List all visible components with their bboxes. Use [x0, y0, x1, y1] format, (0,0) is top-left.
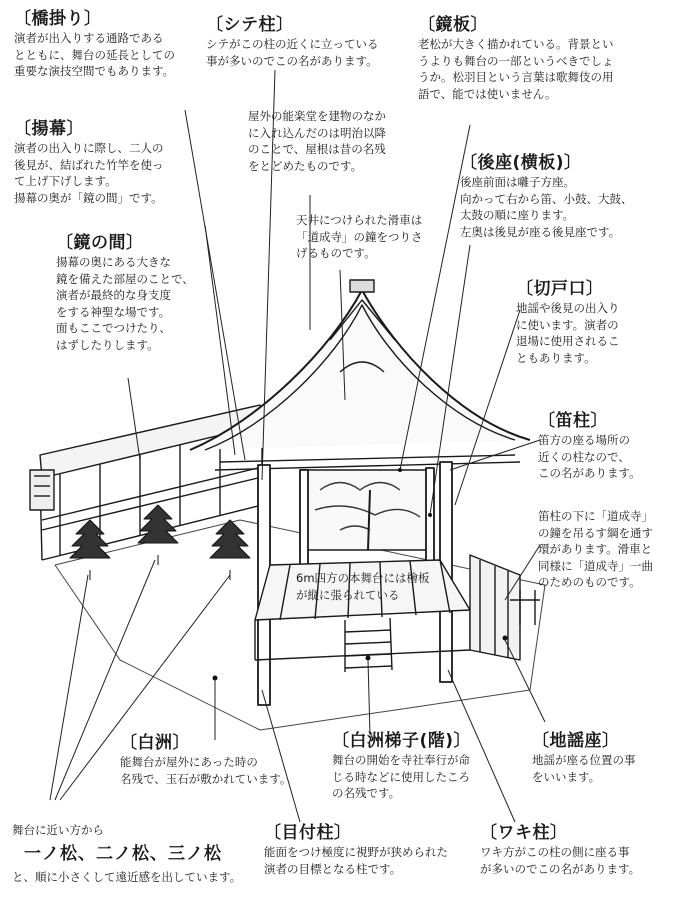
text-line: が多いのでこの名があります。: [480, 861, 641, 876]
text-line: 事が多いのでこの名があります。: [206, 53, 378, 68]
label-metsukebashira: [264, 822, 448, 877]
text-line: の名残です。: [332, 786, 401, 800]
label-kiridoguchi: [516, 278, 620, 366]
text-line: 演者が出入りする通路である: [14, 31, 164, 45]
text-line: 天井につけられた滑車は: [296, 213, 423, 227]
text-line: ともあります。: [516, 350, 596, 365]
label-agemaku: [14, 118, 164, 206]
text-line: 地謡や後見の出入り: [516, 301, 620, 315]
label-wakibashira: [480, 822, 640, 877]
label-kan: [538, 508, 653, 591]
text-line: とともに、舞台の延長としての: [14, 47, 175, 62]
text-line: をとどめたものです。: [248, 158, 363, 173]
text-line: 語で、能では使いません。: [418, 86, 557, 101]
label-butai: [296, 570, 430, 603]
text-line: 環があります。滑車と: [538, 542, 653, 556]
label-kagamiita: [418, 14, 614, 102]
title-shitebashira: 〔シテ柱〕: [206, 15, 294, 35]
text-line: 退場に使用されるこ: [516, 334, 620, 348]
title-jiutaiza: 〔地謡座〕: [532, 731, 620, 751]
title-hashigakari: 〔橋掛り〕: [14, 9, 102, 29]
label-hashigakari: [14, 8, 175, 80]
text-line: 左奥は後見が座る後見座です。: [460, 224, 621, 239]
label-shirasu: [120, 732, 291, 787]
text-line: 「道成寺」の鐘をつりさ: [296, 229, 423, 244]
label-shitebashira: [206, 14, 379, 69]
text-line: 舞台の開始を寺社奉行が命: [332, 753, 470, 767]
label-kagaminoma: [56, 232, 194, 353]
title-kagaminoma: 〔鏡の間〕: [56, 233, 144, 253]
title-metsukebashira: 〔目付柱〕: [264, 823, 352, 843]
text-line: に入れ込んだのは明治以降: [248, 125, 386, 140]
label-matsu: [12, 822, 241, 885]
text-line: をする神聖な場です。: [56, 304, 171, 319]
title-wakibashira: 〔ワキ柱〕: [480, 823, 568, 843]
text-line: シテがこの柱の近くに立っている: [206, 37, 379, 51]
matsu-names: 一ノ松、二ノ松、三ノ松: [24, 843, 222, 864]
stage-roof: [190, 280, 530, 470]
text-line: 笛柱の下に「道成寺」: [538, 509, 653, 523]
title-shirasu: 〔白洲〕: [120, 733, 190, 753]
matsu-intro: 舞台に近い方から: [12, 823, 104, 837]
text-line: 面もここでつけたり、: [56, 321, 171, 335]
text-line: に使います。演者の: [516, 317, 619, 332]
title-fuebashira: 〔笛柱〕: [538, 411, 608, 431]
text-line: 能舞台が屋外にあった時の: [120, 755, 258, 769]
text-line: 6m四方の本舞台には檜板: [296, 571, 430, 585]
text-line: 向かって右から笛、小鼓、大鼓、: [460, 191, 633, 206]
text-line: が縦に張られている: [296, 587, 400, 602]
matsu-outro: と、順に小さくして遠近感を出しています。: [12, 869, 242, 884]
text-line: のことで、屋根は昔の名残: [248, 142, 386, 156]
title-kiridoguchi: 〔切戸口〕: [516, 279, 604, 299]
text-line: 後座前面は囃子方座。: [460, 175, 575, 189]
text-line: 近くの柱なので、: [538, 449, 630, 464]
text-line: 屋外の能楽堂を建物のなか: [248, 109, 386, 123]
text-line: をいいます。: [532, 769, 601, 784]
text-line: 揚幕の奥が「鏡の間」です。: [14, 190, 163, 205]
text-line: 演者の目標となる柱です。: [264, 861, 402, 876]
label-jiutaiza: [532, 730, 636, 785]
text-line: 能面をつけ極度に視野が狭められた: [264, 845, 448, 859]
text-line: 演者の出入りに際し、二人の: [14, 141, 164, 155]
text-line: うよりも舞台の一部というべきでしょ: [418, 53, 614, 68]
label-fuebashira: [538, 410, 641, 482]
label-yane: [248, 108, 386, 174]
text-line: 演者が最終的な身支度: [56, 288, 171, 302]
title-kagamiita: 〔鏡板〕: [418, 15, 488, 35]
text-line: の鐘を吊るす綱を通す: [538, 525, 653, 540]
text-line: 地謡が座る位置の事: [532, 753, 636, 767]
title-agemaku: 〔揚幕〕: [14, 119, 84, 139]
text-line: この名があります。: [538, 466, 641, 480]
text-line: 名残で、玉石が敷かれています。: [120, 771, 292, 786]
text-line: 笛方の座る場所の: [538, 433, 630, 447]
text-line: はずしたりします。: [56, 337, 159, 352]
label-atoza: [460, 152, 633, 240]
text-line: じる時などに使用したころ: [332, 769, 470, 784]
title-atoza: 〔後座(横板)〕: [460, 153, 582, 173]
text-line: 太鼓の順に座ります。: [460, 208, 575, 222]
label-kizahashi: [332, 730, 471, 802]
text-line: のためのものです。: [538, 575, 641, 589]
label-kassha: [296, 212, 423, 262]
title-kizahashi: 〔白洲梯子(階)〕: [332, 731, 472, 751]
text-line: 老松が大きく描かれている。背景とい: [418, 37, 614, 51]
text-line: げるものです。: [296, 246, 376, 260]
kagamiita-wall: [300, 470, 430, 550]
text-line: 揚幕の奥にある大きな: [56, 255, 171, 269]
text-line: 鏡を備えた部屋のことで、: [56, 271, 194, 286]
text-line: うか。松羽目という言葉は歌舞伎の用: [418, 70, 614, 84]
text-line: て上げ下げします。: [14, 174, 117, 188]
text-line: 後見が、結ばれた竹竿を使っ: [14, 157, 164, 172]
text-line: 重要な演技空間でもあります。: [14, 64, 175, 78]
text-line: ワキ方がこの柱の側に座る事: [480, 845, 630, 859]
text-line: 同様に「道成寺」一曲: [538, 558, 653, 573]
